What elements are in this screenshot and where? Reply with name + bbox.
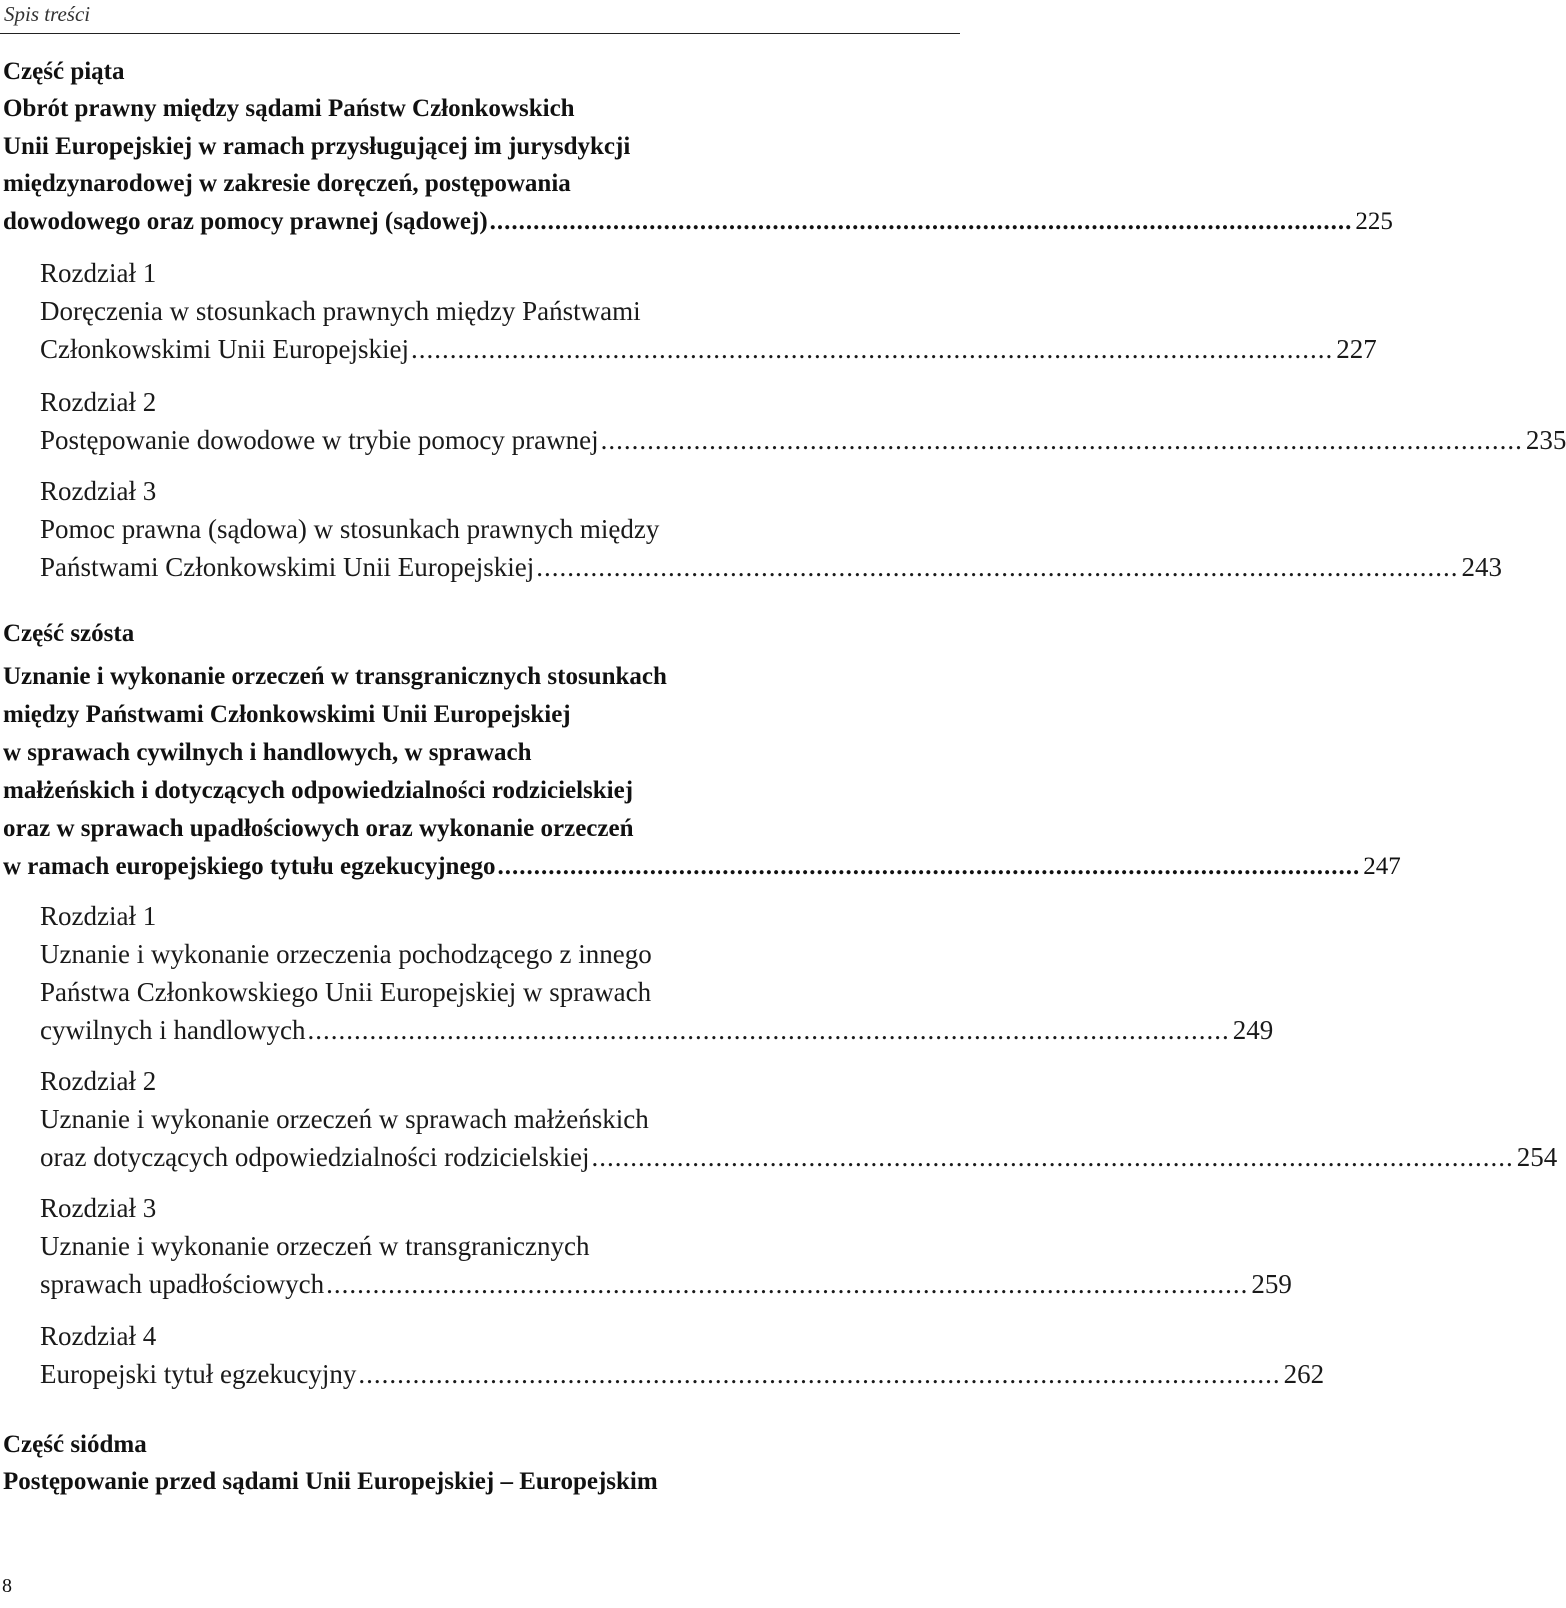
part-title-line: między Państwami Członkowskimi Unii Europejskiej <box>3 701 571 728</box>
chapter-title-line: Doręczenia w stosunkach prawnych między Państwami <box>40 296 641 326</box>
page-ref: 243 <box>1461 552 1502 582</box>
chapter-title-line: sprawach upadłościowych <box>40 1269 325 1299</box>
chapter-title-line: cywilnych i handlowych <box>40 1015 306 1045</box>
chapter-label: Rozdział 3 <box>40 476 157 506</box>
chapter-title-line: oraz dotyczących odpowiedzialności rodzicielskiej <box>40 1142 590 1172</box>
dot-leader: ....................................................................................................................... <box>307 1015 1230 1045</box>
toc-entry-chapter[interactable] <box>40 549 1502 585</box>
chapter-title-line: Państwa Członkowskiego Unii Europejskiej w sprawach <box>40 977 652 1007</box>
dot-leader: ....................................................................................................................... <box>600 425 1523 455</box>
chapter-title-line: Uznanie i wykonanie orzeczeń w transgranicznych <box>40 1231 590 1261</box>
chapter-title-line: Pomoc prawna (sądowa) w stosunkach prawnych między <box>40 514 660 544</box>
page-ref: 235 <box>1525 425 1566 455</box>
page-ref: 259 <box>1251 1269 1292 1299</box>
toc-entry-part-5[interactable] <box>3 205 1393 239</box>
chapter-label: Rozdział 3 <box>40 1193 157 1223</box>
chapter-title-line: Członkowskimi Unii Europejskiej <box>40 334 409 364</box>
chapter-label: Rozdział 2 <box>40 387 157 417</box>
part-title-line: oraz w sprawach upadłościowych oraz wykonanie orzeczeń <box>3 815 634 842</box>
dot-leader: ....................................................................................................................... <box>489 208 1353 235</box>
chapter-label: Rozdział 2 <box>40 1066 157 1096</box>
page-ref: 225 <box>1355 208 1393 235</box>
chapter-title-line: Uznanie i wykonanie orzeczenia pochodzącego z innego <box>40 939 652 969</box>
part-title-line: małżeńskich i dotyczących odpowiedzialności rodzicielskiej <box>3 777 634 804</box>
page-ref: 247 <box>1363 853 1401 880</box>
page-ref: 249 <box>1232 1015 1274 1045</box>
part-label: Część szósta <box>3 620 135 647</box>
part-title-line: Obrót prawny między sądami Państw Członkowskich <box>3 95 575 122</box>
dot-leader: ....................................................................................................................... <box>326 1269 1249 1299</box>
chapter-label: Rozdział 1 <box>40 258 157 288</box>
dot-leader: ....................................................................................................................... <box>497 853 1361 880</box>
dot-leader: ....................................................................................................................... <box>536 552 1459 582</box>
page-ref: 262 <box>1283 1359 1325 1389</box>
toc-entry-chapter[interactable] <box>40 331 1377 367</box>
toc-entry-chapter[interactable] <box>40 1012 1274 1048</box>
part-title-line: dowodowego oraz pomocy prawnej (sądowej) <box>3 208 488 235</box>
dot-leader: ....................................................................................................................... <box>358 1359 1281 1389</box>
chapter-title-line: Europejski tytuł egzekucyjny <box>40 1359 357 1389</box>
dot-leader: ....................................................................................................................... <box>410 334 1334 364</box>
chapter-title-line: Państwami Członkowskimi Unii Europejskiej <box>40 552 535 582</box>
part-title-line: międzynarodowej w zakresie doręczeń, postępowania <box>3 170 571 197</box>
part-label: Część piąta <box>3 58 125 85</box>
part-title-line: w ramach europejskiego tytułu egzekucyjnego <box>3 853 496 880</box>
part-label: Część siódma <box>3 1431 147 1458</box>
part-title-line: Uznanie i wykonanie orzeczeń w transgranicznych stosunkach <box>3 663 667 690</box>
part-title-line: Postępowanie przed sądami Unii Europejskiej – Europejskim <box>3 1468 658 1495</box>
dot-leader: ....................................................................................................................... <box>591 1142 1514 1172</box>
toc-entry-part-6[interactable] <box>3 850 1401 884</box>
part-title-line: Unii Europejskiej w ramach przysługującej im jurysdykcji <box>3 133 631 160</box>
part-title-line: w sprawach cywilnych i handlowych, w sprawach <box>3 739 532 766</box>
chapter-label: Rozdział 4 <box>40 1321 157 1351</box>
chapter-label: Rozdział 1 <box>40 901 157 931</box>
page-number: 8 <box>2 1575 12 1597</box>
page-ref: 227 <box>1336 334 1377 364</box>
chapter-title-line: Postępowanie dowodowe w trybie pomocy prawnej <box>40 425 599 455</box>
running-header <box>0 0 960 34</box>
page-ref: 254 <box>1516 1142 1558 1172</box>
toc-entry-chapter[interactable] <box>40 422 1566 458</box>
chapter-title-line: Uznanie i wykonanie orzeczeń w sprawach małżeńskich <box>40 1104 649 1134</box>
toc-entry-chapter[interactable] <box>40 1356 1325 1392</box>
toc-entry-chapter[interactable] <box>40 1266 1292 1302</box>
toc-entry-chapter[interactable] <box>40 1139 1558 1175</box>
running-header-title: Spis treści <box>4 2 91 26</box>
